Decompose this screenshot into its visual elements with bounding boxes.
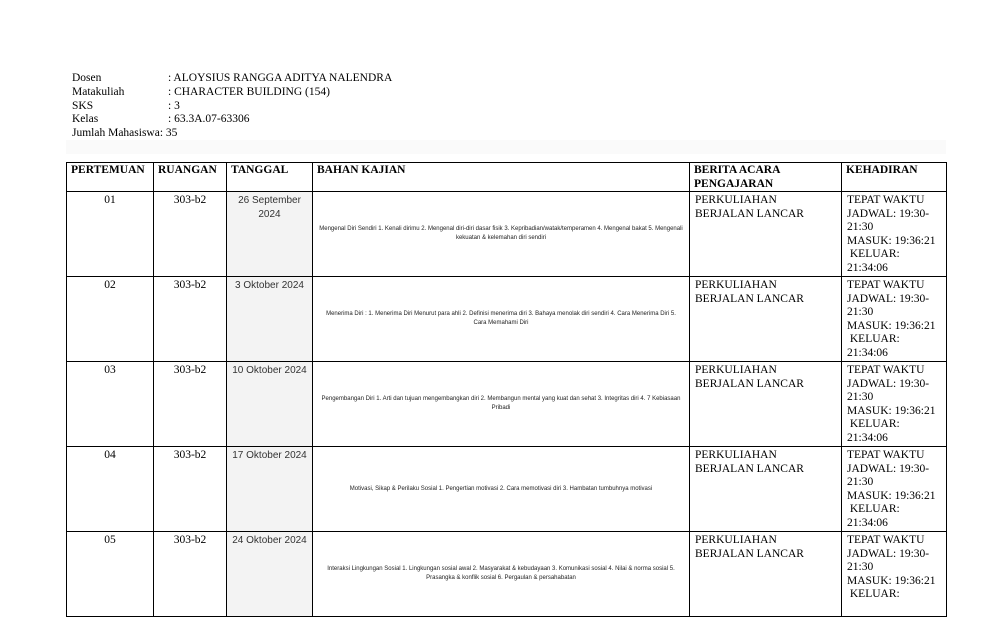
- table-row: [67, 277, 947, 362]
- attendance-status: TEPAT WAKTU: [847, 364, 925, 376]
- attendance-masuk: MASUK: 19:36:21: [847, 404, 936, 417]
- attendance-jadwal: JADWAL: 19:30-21:30: [847, 207, 930, 234]
- attendance-masuk: MASUK: 19:36:21: [847, 489, 936, 502]
- attendance-jadwal: JADWAL: 19:30-21:30: [847, 462, 930, 489]
- attendance-jadwal: JADWAL: 19:30-21:30: [847, 547, 930, 574]
- matakuliah-label: Matakuliah: [72, 85, 125, 98]
- cell-bahan-kajian: Motivasi, Sikap & Perilaku Sosial 1. Pengertian motivasi 2. Cara memotivasi diri 3. Hambatan tumbuhnya motivasi: [313, 447, 690, 532]
- header-berita-acara: BERITA ACARA PENGAJARAN: [690, 163, 842, 192]
- cell-kehadiran: [842, 532, 947, 617]
- attendance-masuk: MASUK: 19:36:21: [847, 234, 936, 247]
- info-row-jumlah: [72, 127, 392, 141]
- cell-bahan-kajian: Interaksi Lingkungan Sosial 1. Lingkungan sosial awal 2. Masyarakat & kebudayaan 3. Komunikasi sosial 4. Nilai & norma sosial 5. Prasangka & konflik sosial 6. Pergaulan & persahabatan: [313, 532, 690, 617]
- cell-tanggal: 17 Oktober 2024: [227, 447, 313, 532]
- header-kehadiran: KEHADIRAN: [842, 163, 947, 192]
- cell-berita-acara: PERKULIAHAN BERJALAN LANCAR: [690, 277, 842, 362]
- cell-tanggal: 10 Oktober 2024: [227, 362, 313, 447]
- attendance-keluar: KELUAR: 21:34:06: [847, 503, 903, 529]
- cell-pertemuan: 04: [67, 447, 154, 532]
- header-ruangan: RUANGAN: [154, 163, 227, 192]
- attendance-keluar: KELUAR: 21:34:06: [847, 248, 903, 274]
- cell-berita-acara: PERKULIAHAN BERJALAN LANCAR: [690, 447, 842, 532]
- cell-kehadiran: [842, 362, 947, 447]
- dosen-value: : ALOYSIUS RANGGA ADITYA NALENDRA: [168, 72, 393, 84]
- course-info: [72, 72, 392, 141]
- cell-kehadiran: [842, 447, 947, 532]
- cell-kehadiran: [842, 277, 947, 362]
- attendance-keluar: KELUAR:: [847, 588, 900, 601]
- matakuliah-value: : CHARACTER BUILDING (154): [168, 85, 330, 98]
- attendance-status: TEPAT WAKTU: [847, 279, 925, 291]
- sks-value: : 3: [168, 99, 180, 112]
- attendance-status: TEPAT WAKTU: [847, 194, 925, 206]
- info-row-kelas: [72, 113, 392, 127]
- cell-tanggal: 26 September 2024: [227, 192, 313, 277]
- attendance-masuk: MASUK: 19:36:21: [847, 319, 936, 332]
- cell-bahan-kajian: Pengembangan Diri 1. Arti dan tujuan mengembangkan diri 2. Membangun mental yang kuat dan sehat 3. Integritas diri 4. 7 Kebiasaan Pribadi: [313, 362, 690, 447]
- info-row-matakuliah: [72, 86, 392, 100]
- info-row-dosen: [72, 72, 392, 86]
- cell-tanggal: 3 Oktober 2024: [227, 277, 313, 362]
- cell-ruangan: 303-b2: [154, 447, 227, 532]
- table-row: [67, 532, 947, 617]
- attendance-status: TEPAT WAKTU: [847, 534, 925, 546]
- cell-bahan-kajian: Mengenal Diri Sendiri 1. Kenali dirimu 2. Mengenal diri-diri dasar fisik 3. Kepribadian/watak/temperamen 4. Mengenal bakat 5. Mengenali kekuatan & kelemahan diri sendiri: [313, 192, 690, 277]
- cell-berita-acara: PERKULIAHAN BERJALAN LANCAR: [690, 192, 842, 277]
- attendance-masuk: MASUK: 19:36:21: [847, 574, 936, 587]
- attendance-table: [66, 162, 947, 617]
- cell-ruangan: 303-b2: [154, 277, 227, 362]
- cell-ruangan: 303-b2: [154, 362, 227, 447]
- cell-ruangan: 303-b2: [154, 532, 227, 617]
- attendance-jadwal: JADWAL: 19:30-21:30: [847, 292, 930, 319]
- cell-berita-acara: PERKULIAHAN BERJALAN LANCAR: [690, 362, 842, 447]
- table-header-row: [67, 163, 947, 192]
- attendance-keluar: KELUAR: 21:34:06: [847, 333, 903, 359]
- cell-pertemuan: 05: [67, 532, 154, 617]
- table-row: [67, 362, 947, 447]
- kelas-value: : 63.3A.07-63306: [168, 113, 250, 126]
- header-bahan-kajian: BAHAN KAJIAN: [313, 163, 690, 192]
- info-row-sks: [72, 100, 392, 114]
- kelas-label: Kelas: [72, 113, 99, 126]
- dosen-label: Dosen: [72, 72, 102, 84]
- cell-pertemuan: 03: [67, 362, 154, 447]
- cell-pertemuan: 02: [67, 277, 154, 362]
- sks-label: SKS: [72, 99, 94, 112]
- cell-tanggal: 24 Oktober 2024: [227, 532, 313, 617]
- jumlah-label: Jumlah Mahasiswa: [72, 127, 160, 140]
- table-row: [67, 192, 947, 277]
- header-pertemuan: PERTEMUAN: [67, 163, 154, 192]
- cell-bahan-kajian: Menerima Diri : 1. Menerima Diri Menurut para ahli 2. Definisi menerima diri 3. Bahaya menolak diri sendiri 4. Cara Menerima Diri 5. Cara Memahami Diri: [313, 277, 690, 362]
- divider-band: [66, 140, 946, 154]
- jumlah-value: : 35: [159, 127, 178, 140]
- cell-ruangan: 303-b2: [154, 192, 227, 277]
- attendance-keluar: KELUAR: 21:34:06: [847, 418, 903, 444]
- table-row: [67, 447, 947, 532]
- cell-pertemuan: 01: [67, 192, 154, 277]
- cell-kehadiran: [842, 192, 947, 277]
- attendance-jadwal: JADWAL: 19:30-21:30: [847, 377, 930, 404]
- cell-berita-acara: PERKULIAHAN BERJALAN LANCAR: [690, 532, 842, 617]
- header-tanggal: TANGGAL: [227, 163, 313, 192]
- attendance-status: TEPAT WAKTU: [847, 449, 925, 461]
